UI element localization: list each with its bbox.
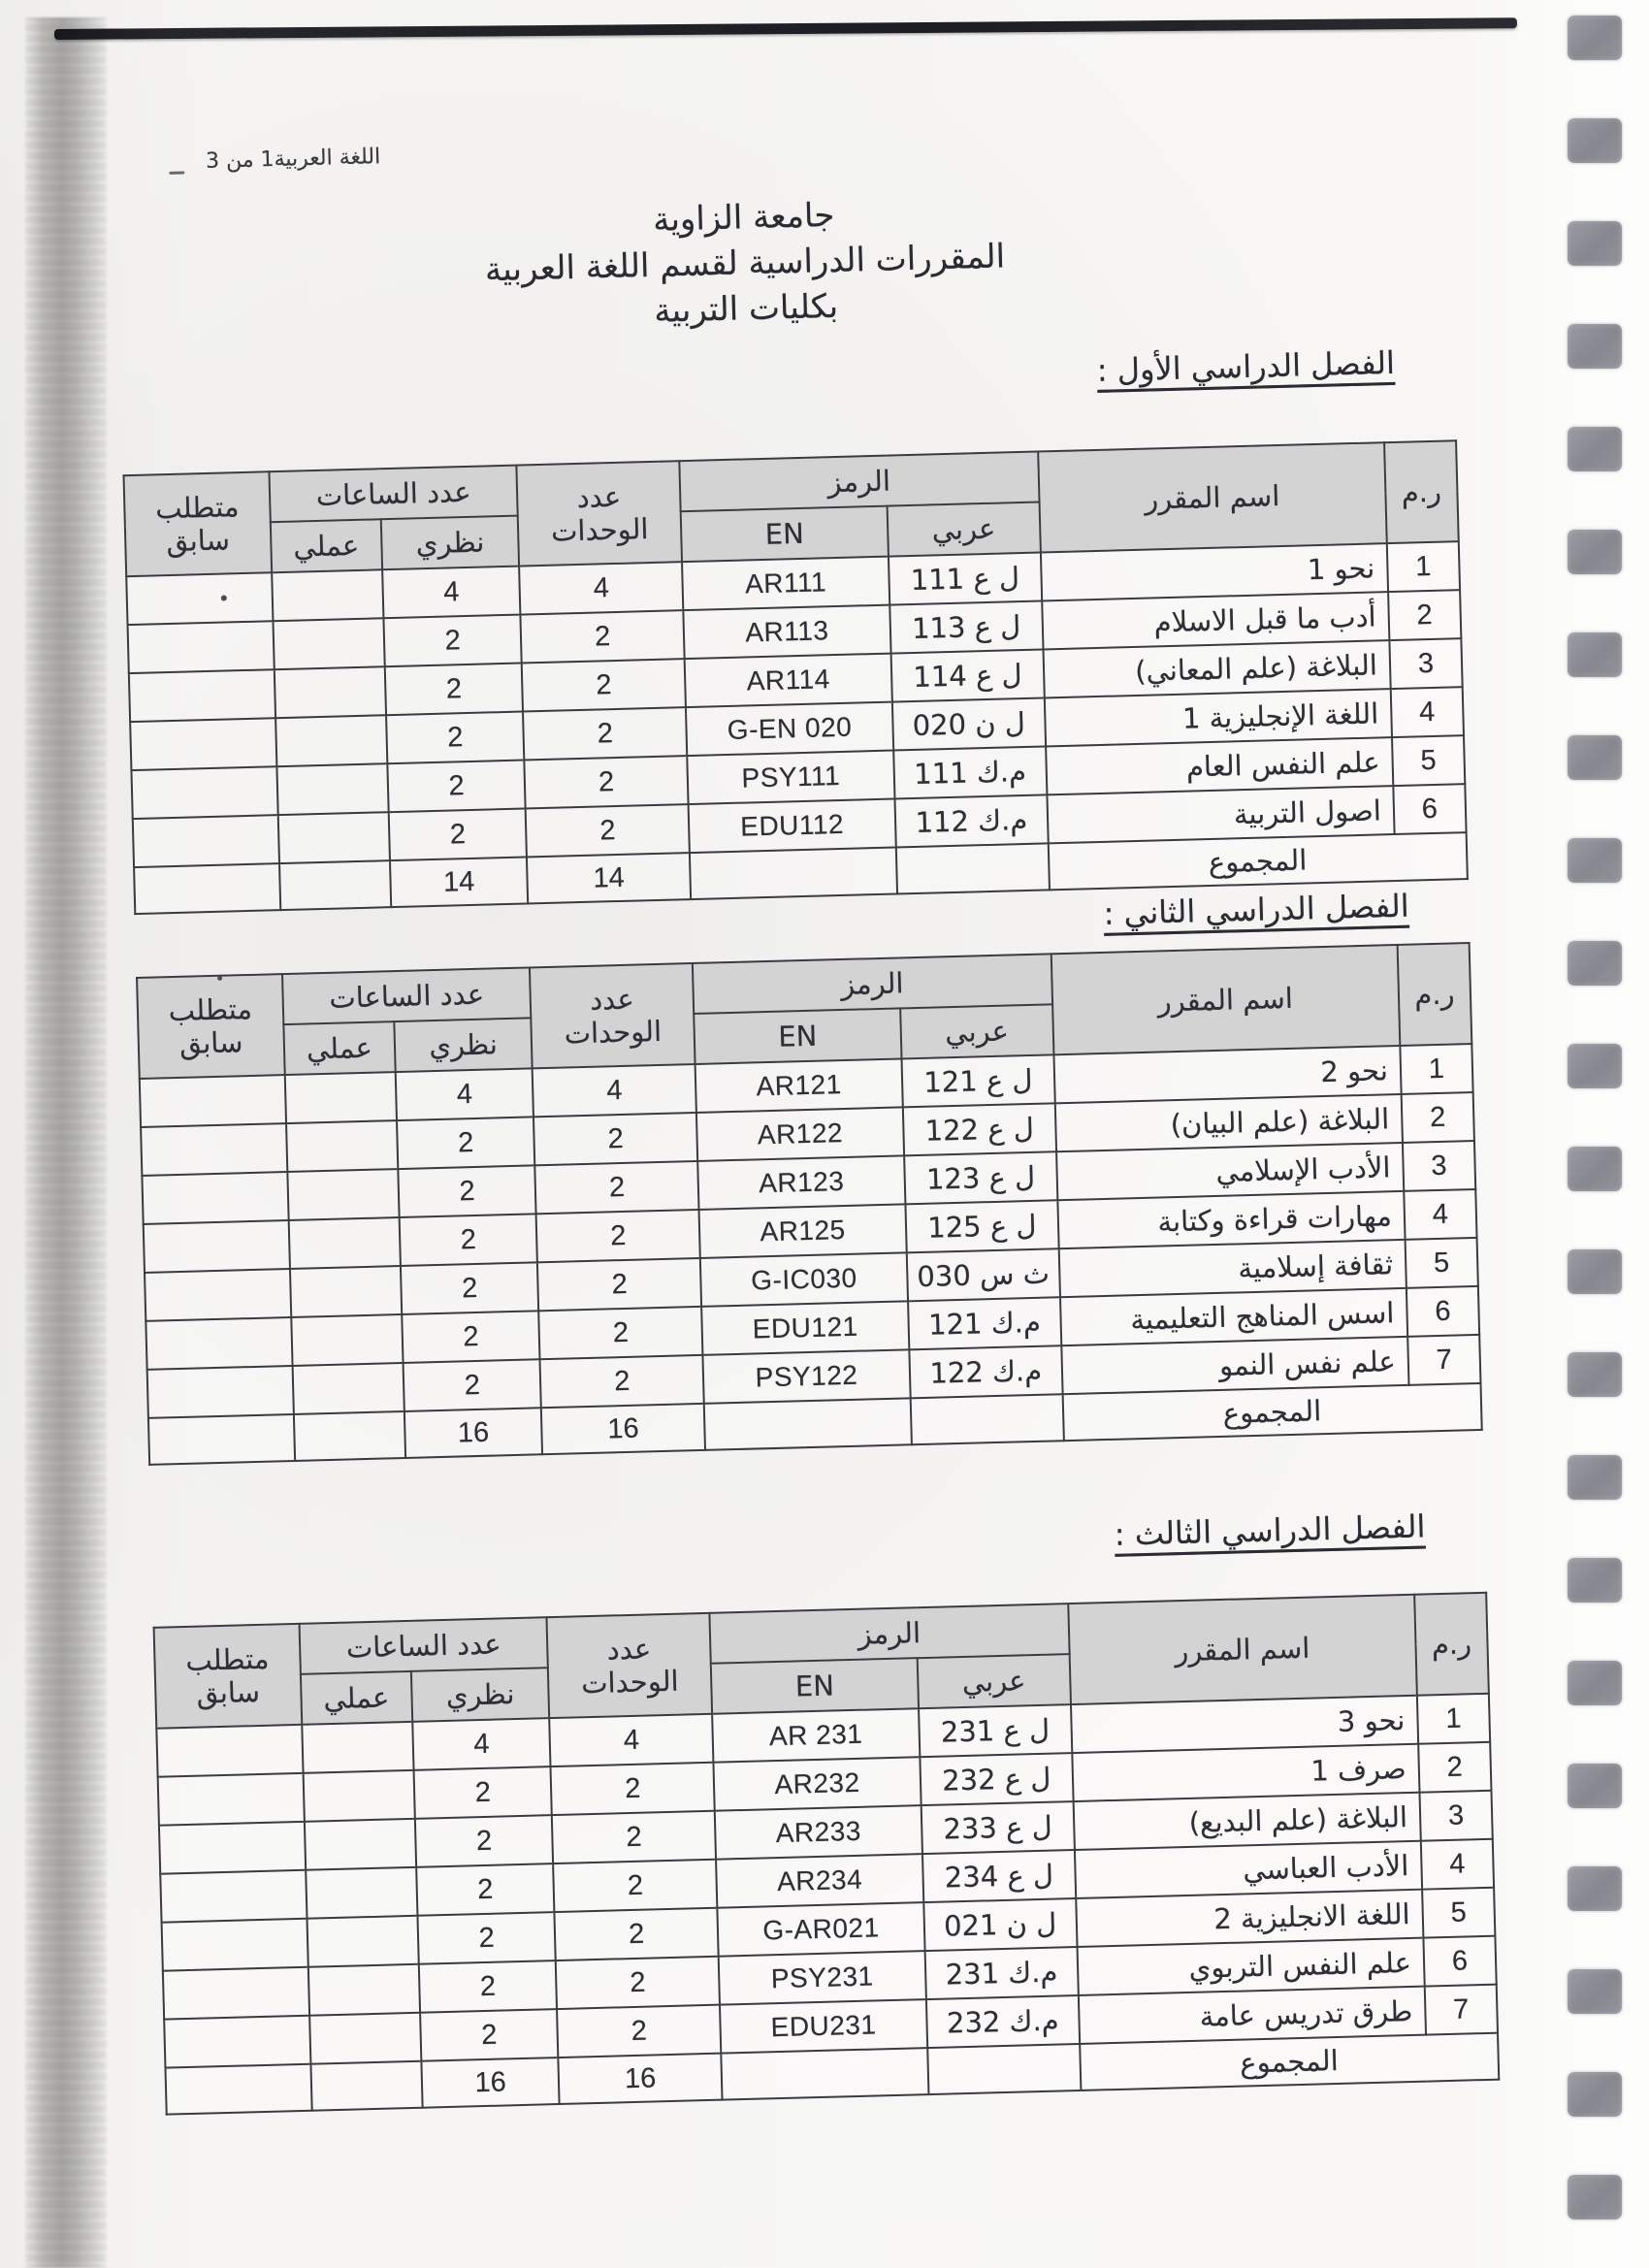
col-header-course: اسم المقرر	[1068, 1595, 1417, 1704]
cell-practical	[307, 1916, 418, 1967]
cell-num: 3	[1403, 1141, 1475, 1191]
cell-theory: 2	[386, 712, 525, 764]
cell-theory: 2	[403, 1359, 541, 1411]
cell-en: AR114	[685, 654, 892, 708]
binding-hole	[1568, 735, 1622, 780]
cell-ar: ل ن 020	[892, 697, 1046, 750]
col-header-code: الرمز	[693, 954, 1052, 1014]
table-body	[126, 541, 1468, 914]
cell-practical	[273, 618, 384, 669]
binding-hole	[1568, 1969, 1622, 2014]
cell-num: 7	[1425, 1985, 1498, 2035]
cell-course: الأدب الإسلامي	[1056, 1143, 1404, 1200]
cell-practical	[303, 1770, 414, 1822]
cell-practical	[302, 1722, 413, 1773]
cell-course: الأدب العباسي	[1075, 1841, 1422, 1898]
cell-ar: ل ع 125	[905, 1200, 1058, 1252]
total-cell-ar	[896, 843, 1050, 893]
binding-hole	[1568, 118, 1622, 163]
cell-practical	[285, 1072, 397, 1123]
title-university: جامعة الزاوية	[652, 195, 835, 240]
cell-num: 5	[1392, 735, 1465, 786]
cell-units: 2	[539, 1307, 703, 1359]
cell-practical	[276, 763, 388, 815]
cell-practical	[309, 2013, 421, 2064]
binding-hole	[1568, 2175, 1622, 2219]
scan-speck	[221, 595, 227, 600]
cell-theory: 4	[412, 1718, 551, 1770]
cell-ar: ل ع 234	[922, 1850, 1076, 1902]
cell-course: اسس المناهج التعليمية	[1060, 1288, 1407, 1345]
cell-prereq	[144, 1220, 290, 1273]
cell-en: G-IC030	[700, 1252, 908, 1307]
section-heading-semester-1: الفصل الدراسي الأول :	[1096, 343, 1396, 389]
cell-course: علم النفس العام	[1046, 737, 1393, 794]
cell-en: EDU112	[689, 799, 896, 854]
cell-course: اللغة الإنجليزية 1	[1044, 689, 1391, 746]
binding-hole	[1568, 1147, 1622, 1191]
cell-theory: 4	[396, 1068, 534, 1120]
cell-practical	[286, 1120, 398, 1172]
col-header-code: الرمز	[709, 1604, 1069, 1664]
cell-ar: ل ع 114	[891, 649, 1045, 701]
cell-ar: ل ع 123	[904, 1151, 1057, 1204]
binding-hole	[1568, 1044, 1622, 1088]
cell-units: 2	[537, 1258, 701, 1311]
cell-num: 1	[1387, 541, 1460, 592]
cell-prereq	[159, 1822, 306, 1874]
total-cell-theory: 16	[404, 1408, 543, 1458]
col-header-practical: عملي	[271, 519, 382, 572]
binding-holes	[1552, 0, 1649, 2268]
cell-course: ثقافة إسلامية	[1058, 1240, 1406, 1297]
cell-en: AR233	[715, 1805, 922, 1860]
binding-hole	[1568, 632, 1622, 677]
binding-hole	[1568, 1455, 1622, 1500]
cell-units: 2	[540, 1355, 704, 1408]
cell-units: 2	[536, 1210, 700, 1262]
cell-prereq	[126, 572, 273, 625]
cell-practical	[288, 1217, 400, 1269]
cell-prereq	[147, 1366, 294, 1418]
col-header-units: عدد الوحدات	[530, 963, 695, 1068]
cell-prereq	[156, 1725, 303, 1777]
cell-units: 2	[556, 1957, 720, 2009]
cell-num: 3	[1389, 638, 1462, 689]
col-header-prereq: متطلب سابق	[123, 471, 271, 576]
cell-theory: 2	[419, 1960, 558, 2013]
col-header-code-ar: عربي	[900, 1004, 1053, 1058]
cell-prereq	[164, 2016, 310, 2068]
cell-num: 7	[1407, 1335, 1480, 1385]
cell-en: G-EN 020	[686, 702, 893, 757]
cell-num: 4	[1421, 1839, 1494, 1890]
binding-hole	[1568, 1352, 1622, 1397]
cell-prereq	[145, 1269, 291, 1321]
binding-hole	[1568, 2072, 1622, 2117]
cell-theory: 4	[382, 567, 521, 619]
total-cell-ar	[927, 2044, 1081, 2094]
cell-en: AR123	[697, 1155, 905, 1210]
cell-prereq	[128, 621, 275, 673]
title-faculties: بكليات التربية	[653, 286, 839, 331]
cell-theory: 2	[399, 1214, 537, 1266]
total-cell-ar	[911, 1394, 1064, 1444]
cell-course: البلاغة (علم المعاني)	[1043, 640, 1390, 697]
cell-prereq	[129, 669, 275, 722]
total-cell-en	[690, 847, 897, 899]
cell-practical	[291, 1314, 403, 1366]
cell-units: 2	[555, 1908, 719, 1960]
binding-hole	[1568, 1558, 1622, 1603]
cell-units: 2	[535, 1161, 699, 1214]
total-cell-prereq	[165, 2064, 311, 2115]
cell-prereq	[133, 815, 279, 867]
cell-prereq	[146, 1317, 292, 1370]
cell-ar: ل ع 232	[920, 1753, 1073, 1805]
cell-theory: 2	[415, 1815, 554, 1867]
col-header-num: ر.م	[1414, 1593, 1489, 1696]
cell-course: طرق تدريس عامة	[1078, 1987, 1425, 2044]
cell-course: اللغة الانجليزية 2	[1076, 1890, 1423, 1947]
cell-practical	[272, 569, 383, 621]
cell-prereq	[142, 1172, 288, 1224]
cell-num: 2	[1388, 590, 1461, 640]
cell-ar: م.ك 111	[893, 746, 1047, 798]
total-cell-en	[704, 1398, 912, 1450]
cell-practical	[306, 1867, 417, 1919]
cell-course: صرف 1	[1072, 1744, 1419, 1801]
col-header-prereq: متطلب سابق	[154, 1624, 302, 1729]
col-header-code-en: EN	[694, 1008, 901, 1064]
col-header-course: اسم المقرر	[1038, 442, 1387, 552]
cell-prereq	[158, 1773, 305, 1826]
total-cell-practical	[279, 860, 391, 910]
cell-num: 6	[1406, 1286, 1479, 1337]
scan-speck	[217, 976, 222, 981]
cell-theory: 2	[402, 1311, 540, 1363]
cell-theory: 2	[413, 1766, 552, 1819]
scan-shadow-band	[25, 17, 107, 2268]
cell-units: 2	[553, 1860, 717, 1912]
col-header-hours: عدد الساعات	[299, 1617, 548, 1674]
scan-speck	[169, 171, 184, 174]
scan-edge-line	[54, 17, 1517, 40]
cell-ar: ل ع 121	[901, 1054, 1054, 1107]
courses-table-semester-3	[153, 1592, 1501, 2116]
cell-num: 3	[1419, 1791, 1492, 1841]
title-curriculum: المقررات الدراسية لقسم اللغة العربية	[484, 237, 1006, 290]
cell-course: البلاغة (علم البديع)	[1073, 1793, 1420, 1850]
col-header-theory: نظري	[381, 516, 520, 570]
binding-hole	[1568, 941, 1622, 986]
total-cell-theory: 16	[421, 2057, 560, 2108]
col-header-code: الرمز	[679, 452, 1039, 512]
cell-practical	[308, 1964, 420, 2016]
cell-practical	[287, 1169, 399, 1220]
cell-practical	[292, 1363, 404, 1414]
cell-course: مهارات قراءة وكتابة	[1057, 1191, 1405, 1248]
cell-en: AR113	[683, 605, 890, 660]
cell-en: PSY122	[702, 1349, 910, 1404]
total-cell-prereq	[134, 863, 280, 914]
cell-ar: ل ع 233	[922, 1801, 1075, 1854]
cell-prereq	[140, 1075, 286, 1127]
cell-num: 4	[1404, 1189, 1476, 1240]
col-header-practical: عملي	[283, 1021, 395, 1075]
total-cell-units: 16	[559, 2054, 723, 2104]
cell-en: EDU231	[720, 1999, 927, 2054]
binding-hole	[1568, 427, 1622, 471]
col-header-course: اسم المقرر	[1051, 945, 1400, 1054]
cell-ar: ث س 030	[907, 1248, 1060, 1301]
cell-en: AR122	[696, 1107, 904, 1161]
cell-num: 5	[1422, 1888, 1495, 1938]
col-header-theory: نظري	[394, 1018, 533, 1072]
col-header-units: عدد الوحدات	[547, 1613, 712, 1718]
section-heading-semester-3: الفصل الدراسي الثالث :	[1114, 1507, 1426, 1553]
col-header-prereq: متطلب سابق	[137, 974, 284, 1079]
cell-units: 2	[521, 610, 685, 663]
table-body	[140, 1044, 1482, 1465]
cell-course: اصول التربية	[1047, 786, 1394, 843]
cell-theory: 2	[385, 664, 524, 716]
binding-hole	[1568, 324, 1622, 369]
cell-course: نحو 3	[1071, 1696, 1418, 1753]
cell-num: 2	[1418, 1742, 1491, 1793]
cell-prereq	[141, 1123, 287, 1176]
cell-ar: ل ع 113	[889, 600, 1043, 653]
col-header-code-ar: عربي	[888, 502, 1041, 557]
col-header-code-en: EN	[681, 506, 889, 563]
cell-ar: ل ع 111	[889, 552, 1042, 604]
col-header-num: ر.م	[1384, 440, 1459, 543]
courses-table-semester-2	[136, 942, 1483, 1466]
total-cell-theory: 14	[390, 857, 529, 907]
cell-num: 6	[1423, 1936, 1496, 1987]
cell-ar: م.ك 231	[925, 1947, 1079, 1999]
cell-en: AR234	[716, 1854, 923, 1908]
binding-hole	[1568, 1866, 1622, 1911]
cell-practical	[278, 812, 390, 863]
cell-ar: ل ع 231	[919, 1704, 1072, 1757]
col-header-hours: عدد الساعات	[269, 466, 518, 523]
col-header-code-en: EN	[711, 1658, 919, 1714]
cell-en: AR111	[682, 557, 889, 611]
cell-num: 6	[1393, 784, 1466, 834]
cell-units: 2	[522, 659, 686, 711]
cell-en: AR125	[698, 1204, 906, 1258]
total-cell-label: المجموع	[1062, 1383, 1482, 1441]
cell-prereq	[162, 1919, 308, 1971]
cell-practical	[275, 666, 386, 718]
cell-theory: 2	[398, 1165, 536, 1217]
col-header-practical: عملي	[301, 1671, 412, 1725]
table-body	[156, 1694, 1499, 2115]
col-header-code-ar: عربي	[918, 1654, 1071, 1708]
cell-units: 4	[550, 1714, 714, 1766]
courses-table-semester-1	[122, 439, 1468, 915]
cell-theory: 2	[397, 1117, 535, 1169]
cell-prereq	[130, 718, 276, 770]
cell-num: 2	[1401, 1092, 1473, 1143]
total-cell-label: المجموع	[1080, 2033, 1500, 2090]
total-cell-units: 14	[527, 853, 691, 903]
cell-num: 1	[1417, 1694, 1490, 1744]
cell-theory: 2	[383, 615, 522, 667]
cell-course: أدب ما قبل الاسلام	[1042, 592, 1389, 649]
cell-en: G-AR021	[717, 1902, 924, 1957]
cell-en: AR232	[713, 1757, 921, 1811]
cell-en: PSY231	[719, 1951, 926, 2005]
cell-course: نحو 2	[1053, 1046, 1401, 1103]
cell-ar: م.ك 121	[908, 1297, 1061, 1349]
binding-hole	[1568, 530, 1622, 574]
cell-ar: ل ع 122	[903, 1103, 1056, 1155]
cell-theory: 2	[416, 1863, 555, 1916]
col-header-num: ر.م	[1397, 943, 1471, 1046]
binding-hole	[1568, 838, 1622, 883]
title-block	[69, 178, 1420, 349]
binding-hole	[1568, 221, 1622, 266]
cell-units: 2	[557, 2005, 721, 2057]
cell-theory: 2	[389, 808, 528, 860]
total-cell-practical	[294, 1411, 405, 1461]
cell-course: البلاغة (علم البيان)	[1054, 1094, 1402, 1151]
cell-prereq	[160, 1870, 307, 1923]
section-heading-semester-2: الفصل الدراسي الثاني :	[1103, 887, 1410, 932]
binding-hole	[1568, 1764, 1622, 1808]
cell-theory: 2	[420, 2009, 559, 2061]
cell-course: علم النفس التربوي	[1077, 1938, 1424, 1995]
cell-num: 1	[1400, 1044, 1472, 1094]
cell-en: EDU121	[701, 1301, 909, 1355]
total-cell-en	[721, 2048, 928, 2100]
cell-prereq	[131, 766, 277, 819]
total-cell-units: 16	[541, 1404, 705, 1454]
cell-theory: 2	[401, 1262, 539, 1314]
cell-prereq	[163, 1967, 309, 2020]
binding-hole	[1568, 1661, 1622, 1705]
cell-theory: 2	[417, 1912, 556, 1964]
binding-hole	[1568, 1249, 1622, 1294]
cell-units: 2	[526, 804, 690, 857]
cell-units: 2	[523, 707, 687, 760]
cell-units: 4	[519, 562, 683, 614]
col-header-hours: عدد الساعات	[282, 967, 532, 1024]
cell-units: 2	[525, 756, 689, 808]
cell-en: PSY111	[687, 751, 894, 805]
cell-units: 2	[551, 1763, 715, 1815]
cell-en: AR121	[695, 1058, 903, 1113]
cell-num: 5	[1405, 1238, 1477, 1288]
cell-ar: ل ن 021	[923, 1898, 1077, 1951]
cell-ar: م.ك 122	[909, 1345, 1062, 1398]
cell-course: علم نفس النمو	[1061, 1337, 1408, 1394]
cell-practical	[290, 1266, 402, 1317]
cell-num: 4	[1391, 687, 1464, 737]
cell-practical	[275, 715, 387, 766]
cell-units: 2	[552, 1811, 716, 1863]
cell-course: نحو 1	[1040, 543, 1387, 600]
total-cell-practical	[310, 2061, 422, 2111]
document	[108, 91, 1507, 2116]
cell-theory: 2	[387, 760, 526, 812]
cell-ar: م.ك 112	[894, 794, 1048, 847]
col-header-units: عدد الوحدات	[517, 461, 682, 566]
cell-units: 2	[534, 1113, 697, 1165]
col-header-theory: نظري	[411, 1668, 550, 1722]
total-cell-label: المجموع	[1048, 832, 1468, 890]
cell-en: AR 231	[712, 1708, 920, 1763]
cell-units: 4	[533, 1064, 696, 1117]
cell-ar: م.ك 232	[926, 1995, 1080, 2048]
page-note: اللغة العربية1 من 3	[205, 145, 381, 174]
total-cell-prereq	[148, 1414, 295, 1465]
binding-hole	[1568, 16, 1622, 60]
cell-practical	[305, 1819, 416, 1870]
